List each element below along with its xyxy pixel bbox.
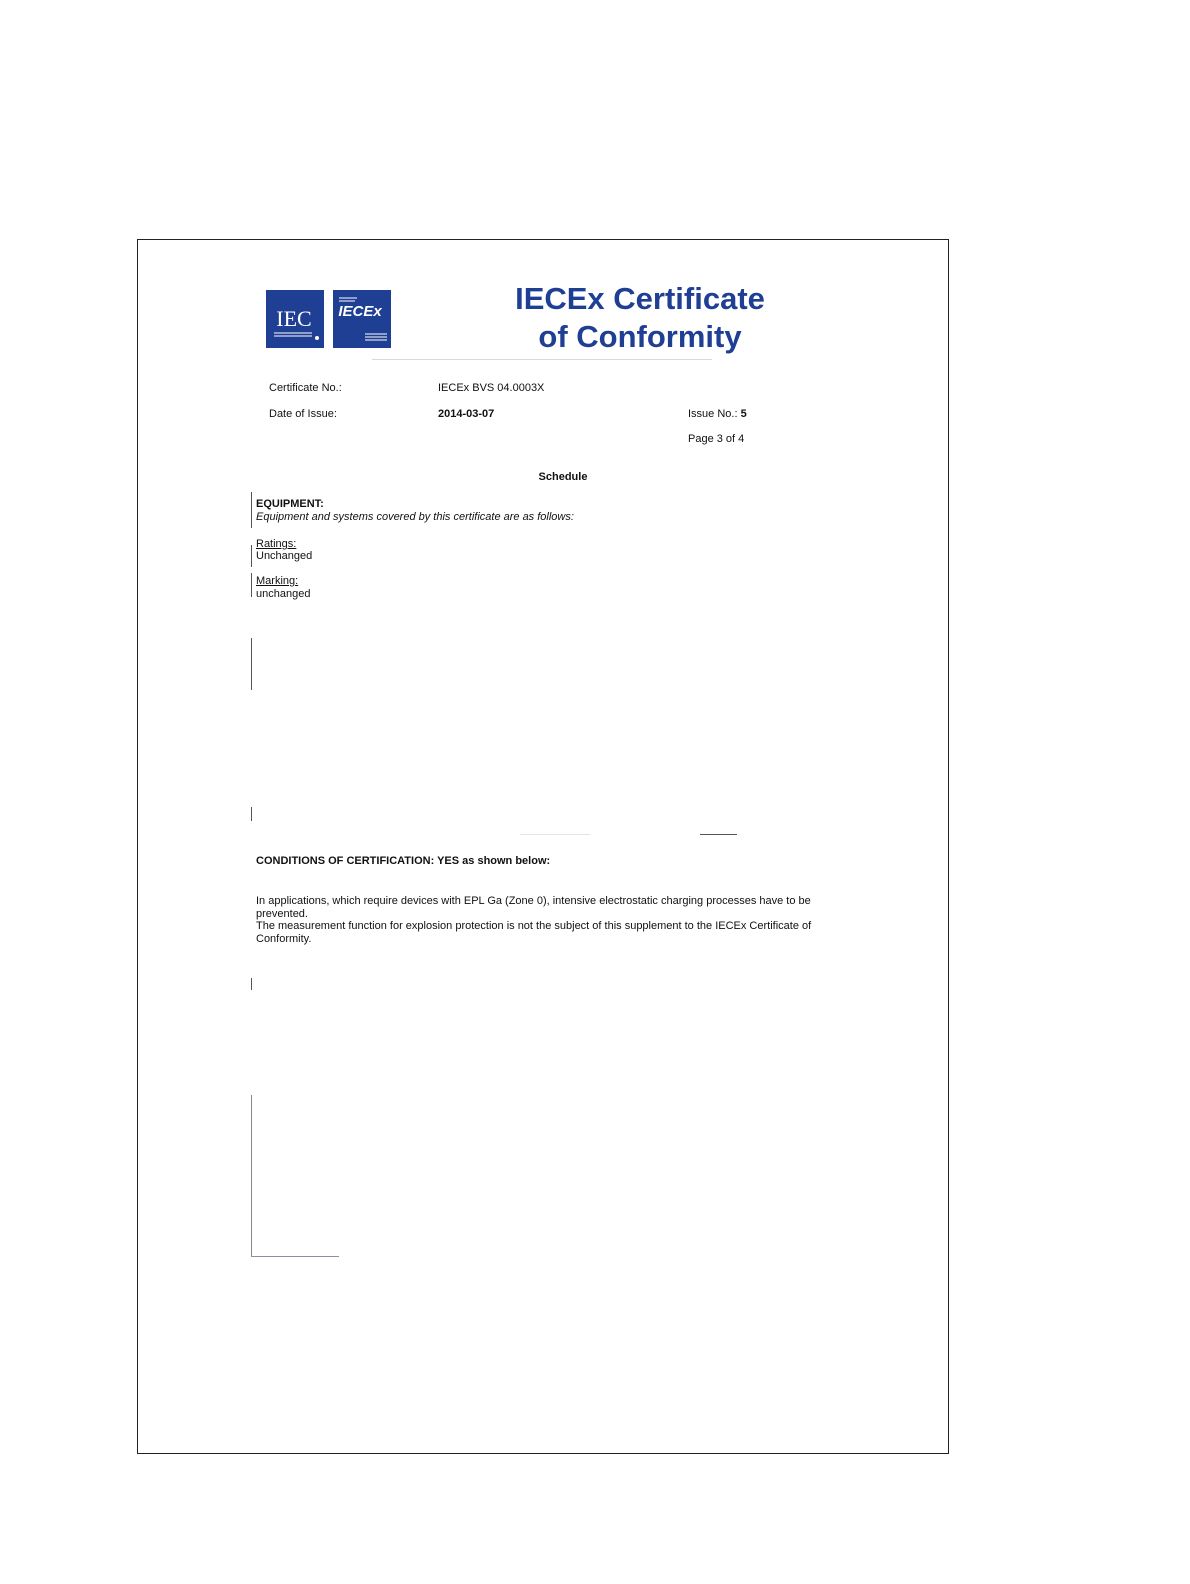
certificate-no-value: IECEx BVS 04.0003X — [438, 382, 545, 394]
iec-logo — [266, 290, 324, 348]
conditions-text — [256, 895, 836, 945]
change-bar — [251, 492, 252, 528]
change-bar — [251, 573, 252, 597]
change-bar — [251, 638, 252, 690]
iecex-logo — [333, 290, 391, 348]
ratings-label: Ratings: — [256, 538, 297, 550]
svg-text:IECEx: IECEx — [338, 303, 382, 320]
issue-no-label: Issue No.: — [688, 408, 738, 420]
ratings-value: Unchanged — [256, 550, 313, 562]
conditions-heading: CONDITIONS OF CERTIFICATION: YES as shown below: — [256, 855, 551, 867]
page-number: Page 3 of 4 — [688, 433, 745, 445]
bottom-rule — [251, 1256, 339, 1257]
header-rule — [372, 359, 712, 360]
page-frame — [137, 239, 949, 1454]
schedule-heading: Schedule — [538, 471, 588, 483]
certificate-no-label: Certificate No.: — [269, 382, 342, 394]
certificate-title — [460, 280, 820, 356]
conditions-paragraph-2: The measurement function for explosion protection is not the subject of this supplement to the IECEx Certificate of Conformity. — [256, 920, 812, 945]
equipment-heading: EQUIPMENT: — [256, 498, 324, 510]
date-of-issue-value: 2014-03-07 — [438, 408, 495, 420]
svg-text:IEC: IEC — [276, 306, 312, 331]
change-bar — [251, 807, 252, 821]
marking-value: unchanged — [256, 588, 311, 600]
change-bar — [251, 978, 252, 990]
marking-label: Marking: — [256, 575, 299, 587]
issue-no — [688, 408, 747, 421]
title-line-1: IECEx Certificate — [515, 281, 765, 316]
change-bar — [251, 1095, 252, 1257]
change-bar — [251, 545, 252, 567]
faint-rule — [520, 834, 590, 835]
date-of-issue-label: Date of Issue: — [269, 408, 337, 420]
issue-no-value: 5 — [740, 408, 747, 420]
title-line-2: of Conformity — [538, 319, 742, 354]
separator-rule — [700, 834, 737, 835]
equipment-intro: Equipment and systems covered by this certificate are as follows: — [256, 511, 574, 523]
conditions-paragraph-1: In applications, which require devices with EPL Ga (Zone 0), intensive electrostatic charging processes have to be prevented. — [256, 895, 811, 920]
